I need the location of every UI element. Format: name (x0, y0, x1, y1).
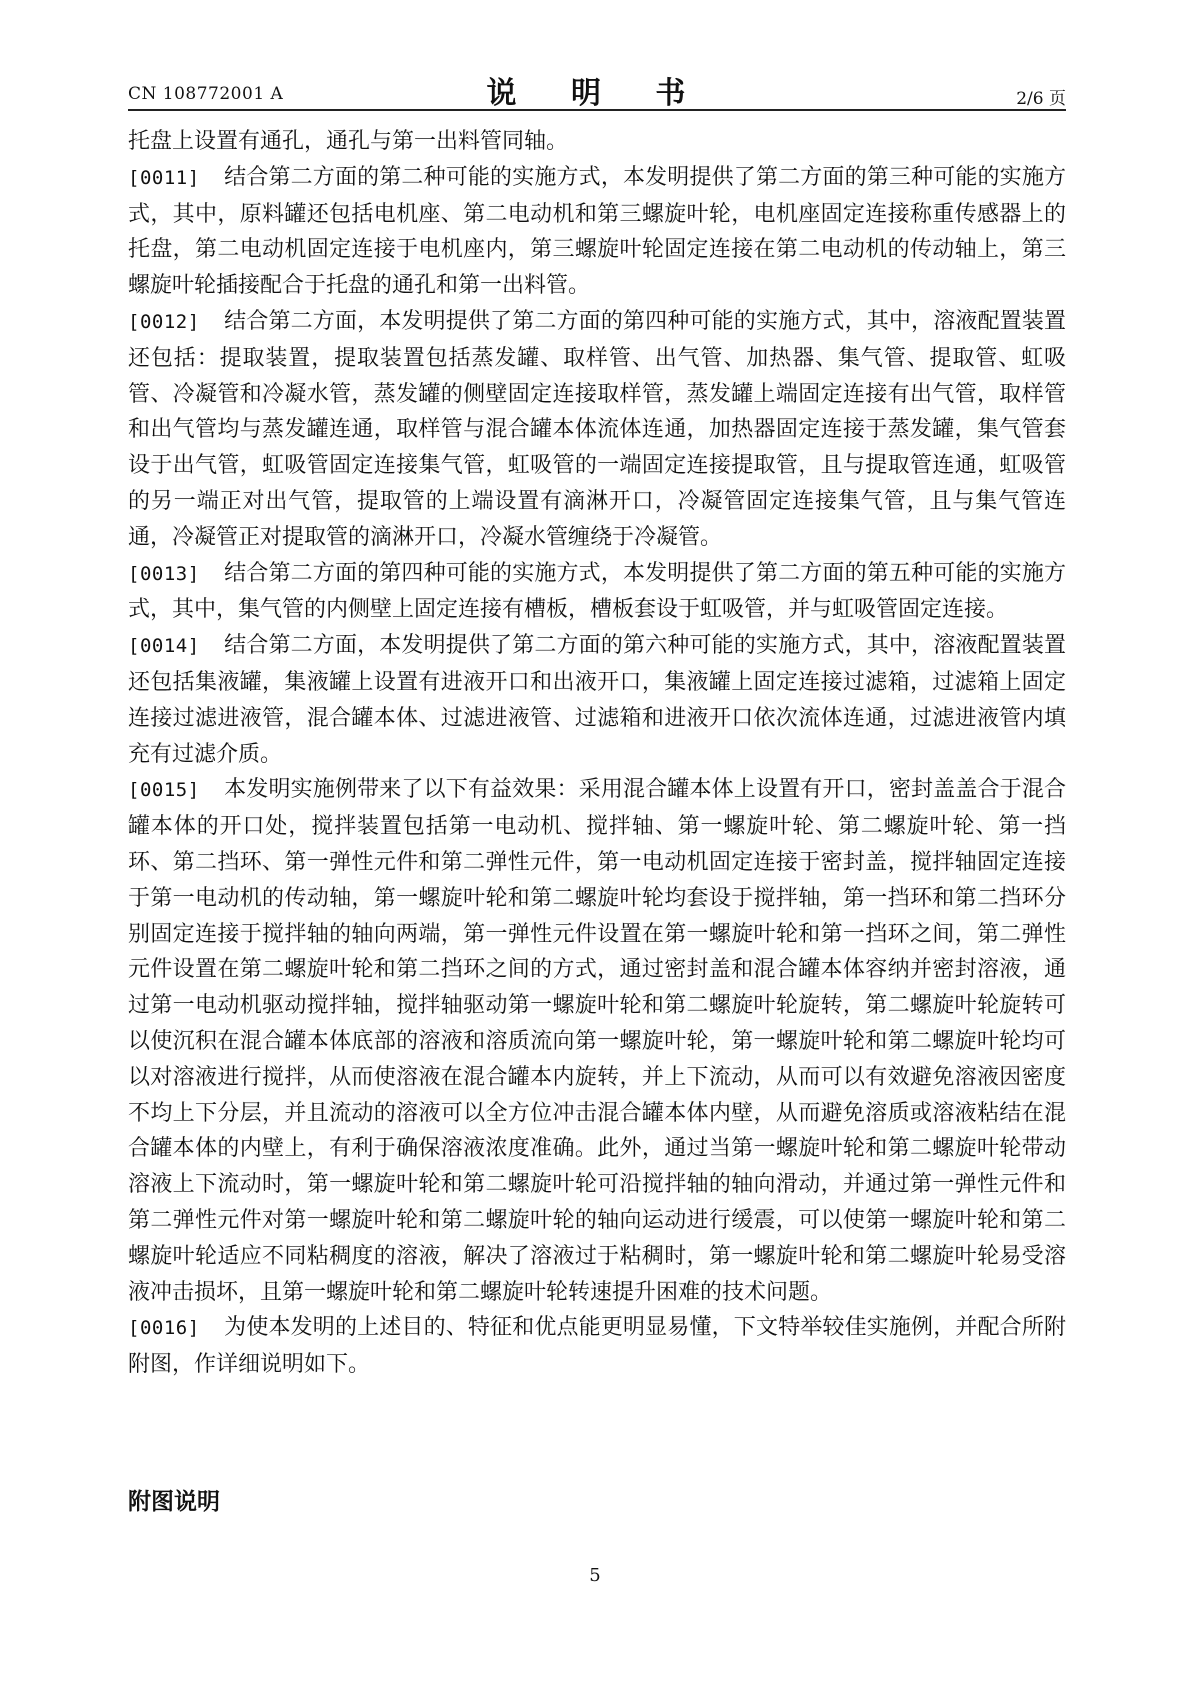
paragraph-number: [0016] (128, 1317, 200, 1340)
paragraph-0012: [0012] 结合第二方面，本发明提供了第二方面的第四种可能的实施方式，其中，溶液配置装置还包括：提取装置，提取装置包括蒸发罐、取样管、出气管、加热器、集气管、提取管、虹吸管、冷凝管和冷凝水管，蒸发罐的侧壁固定连接取样管，蒸发罐上端固定连接有出气管，取样管和出气管均与蒸发罐连通，取样管与混合罐本体流体连通，加热器固定连接于蒸发罐，集气管套设于出气管，虹吸管固定连接集气管，虹吸管的一端固定连接提取管，且与提取管连通，虹吸管的另一端正对出气管，提取管的上端设置有滴淋开口，冷凝管固定连接集气管，且与集气管连通，冷凝管正对提取管的滴淋开口，冷凝水管缠绕于冷凝管。 (128, 304, 1066, 556)
page-number: 5 (589, 1565, 601, 1586)
paragraph-number: [0015] (128, 779, 200, 802)
section-heading: 附图说明 (128, 1489, 220, 1515)
paragraph-0015: [0015] 本发明实施例带来了以下有益效果：采用混合罐本体上设置有开口，密封盖盖合于混合罐本体的开口处，搅拌装置包括第一电动机、搅拌轴、第一螺旋叶轮、第二螺旋叶轮、第一挡环、第二挡环、第一弹性元件和第二弹性元件，第一电动机固定连接于密封盖，搅拌轴固定连接于第一电动机的传动轴，第一螺旋叶轮和第二螺旋叶轮均套设于搅拌轴，第一挡环和第二挡环分别固定连接于搅拌轴的轴向两端，第一弹性元件设置在第一螺旋叶轮和第一挡环之间，第二弹性元件设置在第二螺旋叶轮和第二挡环之间的方式，通过密封盖和混合罐本体容纳并密封溶液，通过第一电动机驱动搅拌轴，搅拌轴驱动第一螺旋叶轮和第二螺旋叶轮旋转，第二螺旋叶轮旋转可以使沉积在混合罐本体底部的溶液和溶质流向第一螺旋叶轮，第一螺旋叶轮和第二螺旋叶轮均可以对溶液进行搅拌，从而使溶液在混合罐本内旋转，并上下流动，从而可以有效避免溶液因密度不均上下分层，并且流动的溶液可以全方位冲击混合罐本体内壁，从而避免溶质或溶液粘结在混合罐本体的内壁上，有利于确保溶液浓度准确。此外，通过当第一螺旋叶轮和第二螺旋叶轮带动溶液上下流动时，第一螺旋叶轮和第二螺旋叶轮可沿搅拌轴的轴向滑动，并通过第一弹性元件和第二弹性元件对第一螺旋叶轮和第二螺旋叶轮的轴向运动进行缓震，可以使第一螺旋叶轮和第二螺旋叶轮适应不同粘稠度的溶液，解决了溶液过于粘稠时，第一螺旋叶轮和第二螺旋叶轮易受溶液冲击损坏，且第一螺旋叶轮和第二螺旋叶轮转速提升困难的技术问题。 (128, 772, 1066, 1310)
paragraph-number: [0013] (128, 562, 200, 585)
paragraph-number: [0011] (128, 166, 200, 189)
paragraph-0011: [0011] 结合第二方面的第二种可能的实施方式，本发明提供了第二方面的第三种可能的实施方式，其中，原料罐还包括电机座、第二电动机和第三螺旋叶轮，电机座固定连接称重传感器上的托盘，第二电动机固定连接于电机座内，第三螺旋叶轮固定连接在第二电动机的传动轴上，第三螺旋叶轮插接配合于托盘的通孔和第一出料管。 (128, 160, 1066, 304)
paragraph-number: [0014] (128, 635, 200, 658)
paragraph-number: [0012] (128, 310, 200, 333)
page-indicator: 2/6 页 (1016, 89, 1066, 109)
paragraph-0014: [0014] 结合第二方面，本发明提供了第二方面的第六种可能的实施方式，其中，溶液配置装置还包括集液罐，集液罐上设置有进液开口和出液开口，集液罐上固定连接过滤箱，过滤箱上固定连接过滤进液管，混合罐本体、过滤进液管、过滤箱和进液开口依次流体连通，过滤进液管内填充有过滤介质。 (128, 628, 1066, 772)
paragraph: 托盘上设置有通孔，通孔与第一出料管同轴。 (128, 129, 569, 154)
paragraph-0013: [0013] 结合第二方面的第四种可能的实施方式，本发明提供了第二方面的第五种可能的实施方式，其中，集气管的内侧壁上固定连接有槽板，槽板套设于虹吸管，并与虹吸管固定连接。 (128, 556, 1066, 629)
document-body (128, 124, 1066, 1383)
document-title: 说 明 书 (486, 76, 708, 111)
paragraph-0016: [0016] 为使本发明的上述目的、特征和优点能更明显易懂，下文特举较佳实施例，并配合所附附图，作详细说明如下。 (128, 1310, 1066, 1383)
publication-number: CN 108772001 A (128, 84, 284, 104)
page-header (128, 66, 1066, 110)
header-divider (128, 109, 1066, 111)
